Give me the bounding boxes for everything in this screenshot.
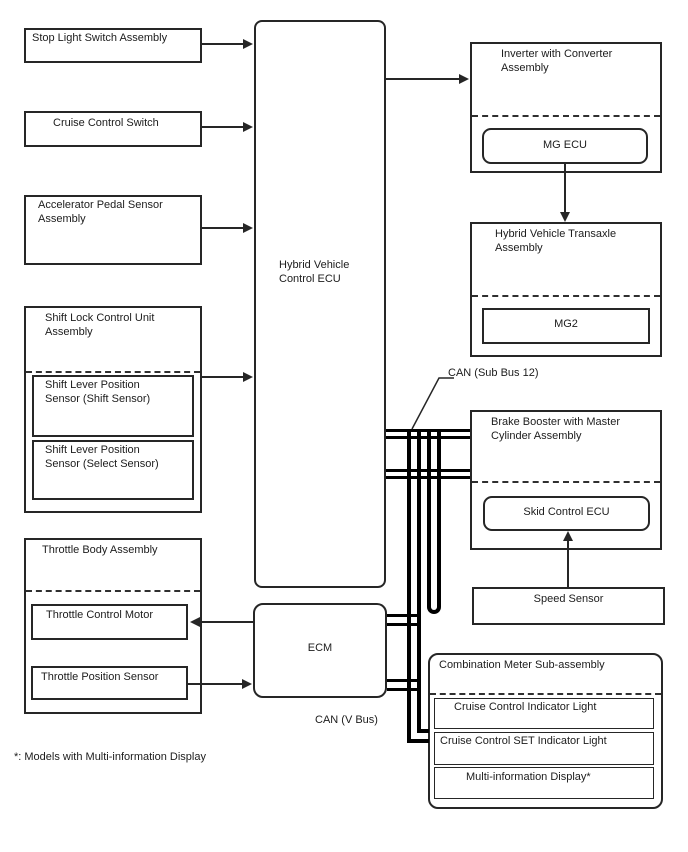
can-v-bus-line xyxy=(417,729,429,733)
can-v-bus-ecm-stub xyxy=(387,623,421,626)
arrow-head-icon xyxy=(560,212,570,222)
arrow-line-cruise-switch-to-ecu xyxy=(202,126,244,128)
arrow-head-icon xyxy=(243,223,253,233)
node-label: Cruise Control Switch xyxy=(53,117,159,129)
dashed-separator xyxy=(472,481,660,483)
node-label: Stop Light Switch Assembly xyxy=(32,32,168,44)
can-v-bus-ecm-stub xyxy=(387,614,421,617)
dashed-separator xyxy=(472,295,660,297)
node-cruise-control-switch xyxy=(24,111,202,147)
node-accelerator-pedal-sensor xyxy=(24,195,202,265)
node-label: Speed Sensor xyxy=(533,593,604,605)
node-label: Combination Meter Sub-assembly xyxy=(439,659,605,671)
node-shift-lever-position-sensor-shift xyxy=(32,375,194,437)
node-label: Shift Lever Position Sensor (Shift Sensor) xyxy=(45,379,151,405)
arrow-line-speed-sensor-to-skid-ecu xyxy=(567,541,569,587)
node-label: Shift Lever Position Sensor (Select Sensor) xyxy=(45,444,159,470)
arrow-head-icon xyxy=(190,617,200,627)
node-label: Throttle Position Sensor xyxy=(41,671,159,683)
node-speed-sensor xyxy=(472,587,665,625)
arrow-line-throttle-pos-to-ecm xyxy=(188,683,243,685)
can-bus-stub-loop xyxy=(427,429,441,614)
node-label: Cruise Control SET Indicator Light xyxy=(440,735,607,747)
node-stop-light-switch xyxy=(24,28,202,63)
node-label: Hybrid Vehicle Control ECU xyxy=(279,259,350,285)
dashed-separator xyxy=(430,693,661,695)
can-v-bus-line xyxy=(407,739,429,743)
node-label: Hybrid Vehicle Transaxle Assembly xyxy=(495,228,617,254)
node-skid-control-ecu xyxy=(483,496,650,531)
node-ecm xyxy=(253,603,387,698)
dashed-separator xyxy=(26,371,200,373)
arrow-line-mg-ecu-to-transaxle xyxy=(564,164,566,213)
node-label: Accelerator Pedal Sensor Assembly xyxy=(38,199,163,225)
arrow-line-accel-to-ecu xyxy=(202,227,244,229)
arrow-head-icon xyxy=(459,74,469,84)
dashed-separator xyxy=(26,590,200,592)
node-label: ECM xyxy=(307,642,333,654)
node-label: Shift Lock Control Unit Assembly xyxy=(45,312,155,338)
can-v-bus-ecm-stub xyxy=(387,688,421,691)
node-label: Brake Booster with Master Cylinder Assembly xyxy=(491,416,620,442)
node-shift-lever-position-sensor-select xyxy=(32,440,194,500)
can-v-bus-line xyxy=(407,429,411,743)
arrow-line-shift-lock-to-ecu xyxy=(202,376,244,378)
can-sub-bus-label: CAN (Sub Bus 12) xyxy=(448,367,539,379)
node-label: Inverter with Converter Assembly xyxy=(501,48,613,74)
node-cruise-control-set-indicator-light xyxy=(434,732,654,765)
node-label: MG ECU xyxy=(543,139,587,151)
can-v-bus-label: CAN (V Bus) xyxy=(315,714,378,726)
arrow-head-icon xyxy=(563,531,573,541)
node-label: Multi-information Display* xyxy=(466,771,591,783)
node-label: Skid Control ECU xyxy=(523,506,610,518)
node-cruise-control-indicator-light xyxy=(434,698,654,729)
arrow-line-ecm-to-throttle-motor xyxy=(200,621,253,623)
can-v-bus-ecm-stub xyxy=(387,679,421,682)
node-mg-ecu xyxy=(482,128,648,164)
arrow-head-icon xyxy=(243,39,253,49)
node-throttle-position-sensor xyxy=(31,666,188,700)
node-label: MG2 xyxy=(554,318,578,330)
node-mg2 xyxy=(482,308,650,344)
arrow-head-icon xyxy=(243,122,253,132)
node-label: Throttle Body Assembly xyxy=(42,544,158,556)
arrow-head-icon xyxy=(243,372,253,382)
arrow-head-icon xyxy=(242,679,252,689)
node-hybrid-vehicle-control-ecu xyxy=(254,20,386,588)
arrow-line-ecu-to-inverter xyxy=(386,78,460,80)
node-multi-information-display xyxy=(434,767,654,799)
node-label: Cruise Control Indicator Light xyxy=(454,701,597,713)
dashed-separator xyxy=(472,115,660,117)
node-label: Throttle Control Motor xyxy=(46,609,153,621)
node-throttle-control-motor xyxy=(31,604,188,640)
arrow-line-stop-light-to-ecu xyxy=(202,43,244,45)
footnote: *: Models with Multi-information Display xyxy=(14,751,206,763)
